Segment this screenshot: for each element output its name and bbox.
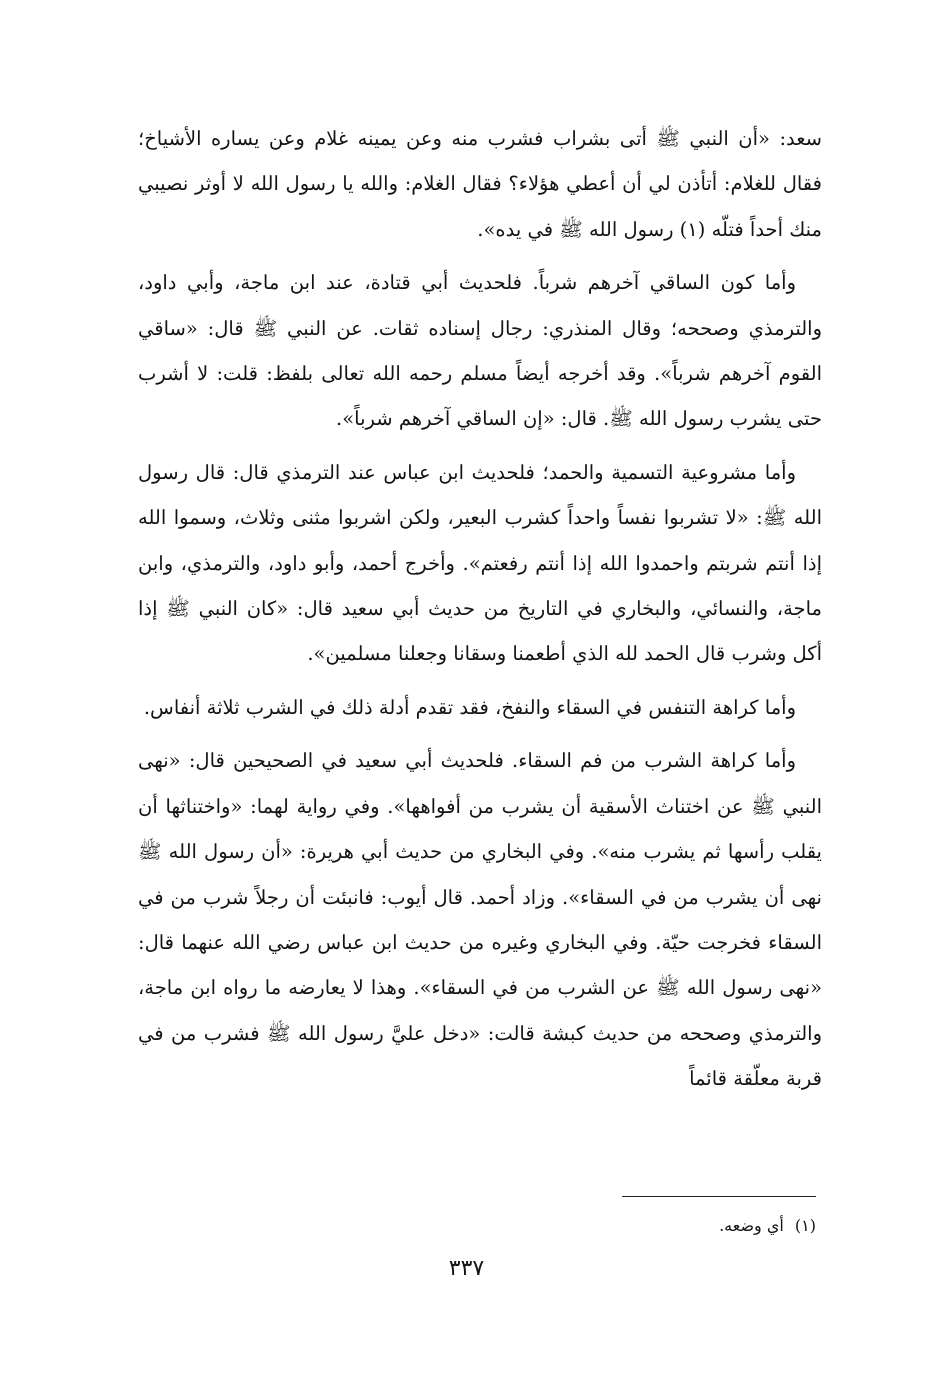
- paragraph-5: وأما كراهة الشرب من فم السقاء. فلحديث أبي سعيد في الصحيحين قال: «نهى النبي ﷺ عن اختناث الأسقية أن يشرب من أفواهها». وفي رواية لهما: «واختناثها أن يقلب رأسها ثم يشرب منه». وفي البخاري من حديث أبي هريرة: «أن رسول الله ﷺ نهى أن يشرب من في السقاء». وزاد أحمد. قال أيوب: فانبئت أن رجلاً شرب من في السقاء فخرجت حيّة. وفي البخاري وغيره من حديث ابن عباس رضي الله عنهما قال: «نهى رسول الله ﷺ عن الشرب من في السقاء». وهذا لا يعارضه ما رواه ابن ماجة، والترمذي وصححه من حديث كبشة قالت: «دخل عليَّ رسول الله ﷺ فشرب من في قربة معلّقة قائماً: [138, 749, 822, 1091]
- page-number: ٣٣٧: [448, 1256, 485, 1281]
- paragraph-1: سعد: «أن النبي ﷺ أتى بشراب فشرب منه وعن يمينه غلام وعن يساره الأشياخ؛ فقال للغلام: أتأذن لي أن أعطي هؤلاء؟ فقال الغلام: والله يا رسول الله لا أوثر نصيبي منك أحداً فتلّه (١) رسول الله ﷺ في يده».: [138, 127, 822, 241]
- paragraph-2: وأما كون الساقي آخرهم شرباً. فلحديث أبي قتادة، عند ابن ماجة، وأبي داود، والترمذي وصححه؛ وقال المنذري: رجال إسناده ثقات. عن النبي ﷺ قال: «ساقي القوم آخرهم شرباً». وقد أخرجه أيضاً مسلم رحمه الله تعالى بلفظ: قلت: لا أشرب حتى يشرب رسول الله ﷺ. قال: «إن الساقي آخرهم شرباً».: [138, 271, 822, 431]
- footnote-text: أي وضعه.: [719, 1216, 784, 1235]
- footnote-number: (١): [794, 1216, 816, 1235]
- footnote-separator: [622, 1196, 816, 1197]
- paragraph-3: وأما مشروعية التسمية والحمد؛ فلحديث ابن عباس عند الترمذي قال: قال رسول الله ﷺ: «لا تشربوا نفساً واحداً كشرب البعير، ولكن اشربوا مثنى وثلاث، وسموا الله إذا أنتم شربتم واحمدوا الله إذا أنتم رفعتم». وأخرج أحمد، وأبو داود، والترمذي، وابن ماجة، والنسائي، والبخاري في التاريخ من حديث أبي سعيد قال: «كان النبي ﷺ إذا أكل وشرب قال الحمد لله الذي أطعمنا وسقانا وجعلنا مسلمين».: [138, 460, 822, 666]
- paragraph-4: وأما كراهة التنفس في السقاء والنفخ، فقد تقدم أدلة ذلك في الشرب ثلاثة أنفاس.: [143, 695, 796, 719]
- footnote: [560, 1212, 816, 1240]
- body-text: [138, 116, 822, 1110]
